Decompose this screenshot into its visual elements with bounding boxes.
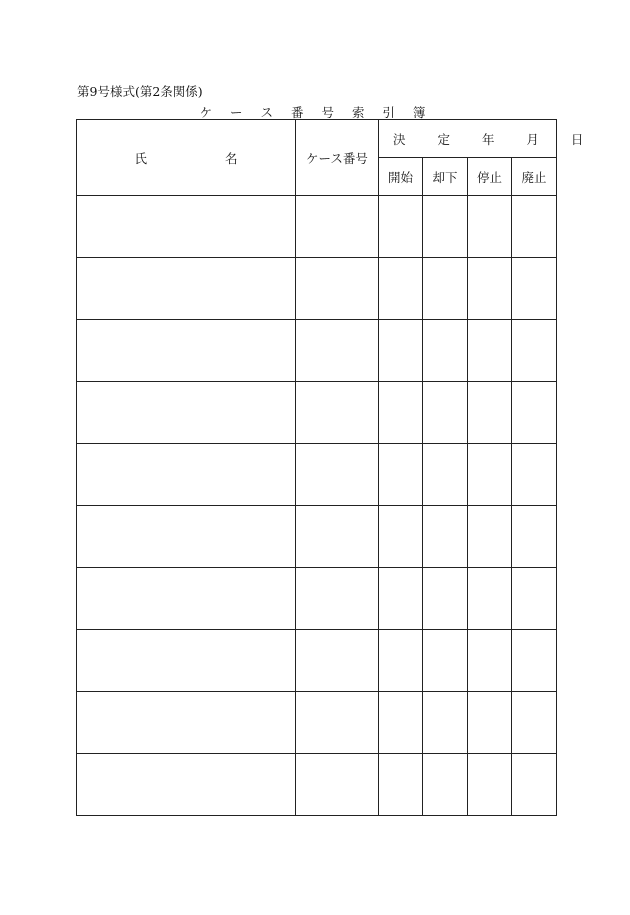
case-number-cell[interactable] [296,568,379,630]
name-column-header [77,120,296,196]
case-number-cell[interactable] [296,506,379,568]
reject-date-cell[interactable] [423,382,468,444]
case-number-cell[interactable] [296,630,379,692]
name-header-part2: 名 [225,150,238,166]
suspend-date-cell[interactable] [468,196,512,258]
start-date-cell[interactable] [379,444,423,506]
abolish-date-cell[interactable] [512,320,557,382]
name-cell[interactable] [77,568,296,630]
suspend-date-cell[interactable] [468,692,512,754]
name-cell[interactable] [77,630,296,692]
table-row [77,320,557,382]
reject-date-cell[interactable] [423,692,468,754]
start-date-cell[interactable] [379,568,423,630]
reject-date-cell[interactable] [423,754,468,816]
table-row [77,382,557,444]
case-number-cell[interactable] [296,754,379,816]
table-row [77,754,557,816]
start-date-cell[interactable] [379,506,423,568]
abolish-date-cell[interactable] [512,754,557,816]
case-index-table [76,119,598,816]
suspend-date-cell[interactable] [468,258,512,320]
suspend-column-header: 停止 [468,158,512,196]
table-row [77,568,557,630]
name-cell[interactable] [77,506,296,568]
reject-date-cell[interactable] [423,258,468,320]
reject-date-cell[interactable] [423,320,468,382]
table-row [77,258,557,320]
start-column-header: 開始 [379,158,423,196]
abolish-date-cell[interactable] [512,506,557,568]
abolish-date-cell[interactable] [512,444,557,506]
form-number-label: 第9号様式(第2条関係) [77,84,203,99]
abolish-column-header: 廃止 [512,158,557,196]
case-number-cell[interactable] [296,258,379,320]
abolish-date-cell[interactable] [512,692,557,754]
start-date-cell[interactable] [379,630,423,692]
suspend-date-cell[interactable] [468,506,512,568]
name-cell[interactable] [77,320,296,382]
start-date-cell[interactable] [379,754,423,816]
name-cell[interactable] [77,444,296,506]
name-cell[interactable] [77,692,296,754]
name-cell[interactable] [77,258,296,320]
reject-column-header: 却下 [423,158,468,196]
suspend-date-cell[interactable] [468,754,512,816]
table-row [77,196,557,258]
suspend-date-cell[interactable] [468,320,512,382]
reject-date-cell[interactable] [423,196,468,258]
table-row [77,630,557,692]
suspend-date-cell[interactable] [468,382,512,444]
reject-date-cell[interactable] [423,630,468,692]
start-date-cell[interactable] [379,320,423,382]
suspend-date-cell[interactable] [468,568,512,630]
start-date-cell[interactable] [379,692,423,754]
name-cell[interactable] [77,754,296,816]
table-row [77,692,557,754]
suspend-date-cell[interactable] [468,630,512,692]
abolish-date-cell[interactable] [512,258,557,320]
start-date-cell[interactable] [379,196,423,258]
abolish-date-cell[interactable] [512,630,557,692]
reject-date-cell[interactable] [423,506,468,568]
case-number-cell[interactable] [296,382,379,444]
start-date-cell[interactable] [379,382,423,444]
suspend-date-cell[interactable] [468,444,512,506]
name-cell[interactable] [77,382,296,444]
abolish-date-cell[interactable] [512,568,557,630]
case-number-cell[interactable] [296,320,379,382]
case-number-column-header: ケース番号 [296,120,379,196]
reject-date-cell[interactable] [423,444,468,506]
decision-date-header: 決 定 年 月 日 [379,120,557,158]
document-title: ケ ー ス 番 号 索 引 簿 [199,105,433,120]
reject-date-cell[interactable] [423,568,468,630]
name-cell[interactable] [77,196,296,258]
case-number-cell[interactable] [296,444,379,506]
table-row [77,506,557,568]
abolish-date-cell[interactable] [512,382,557,444]
case-number-cell[interactable] [296,196,379,258]
name-header-part1: 氏 [134,150,147,166]
table-row [77,444,557,506]
case-number-cell[interactable] [296,692,379,754]
abolish-date-cell[interactable] [512,196,557,258]
start-date-cell[interactable] [379,258,423,320]
header-row-top [77,120,557,158]
